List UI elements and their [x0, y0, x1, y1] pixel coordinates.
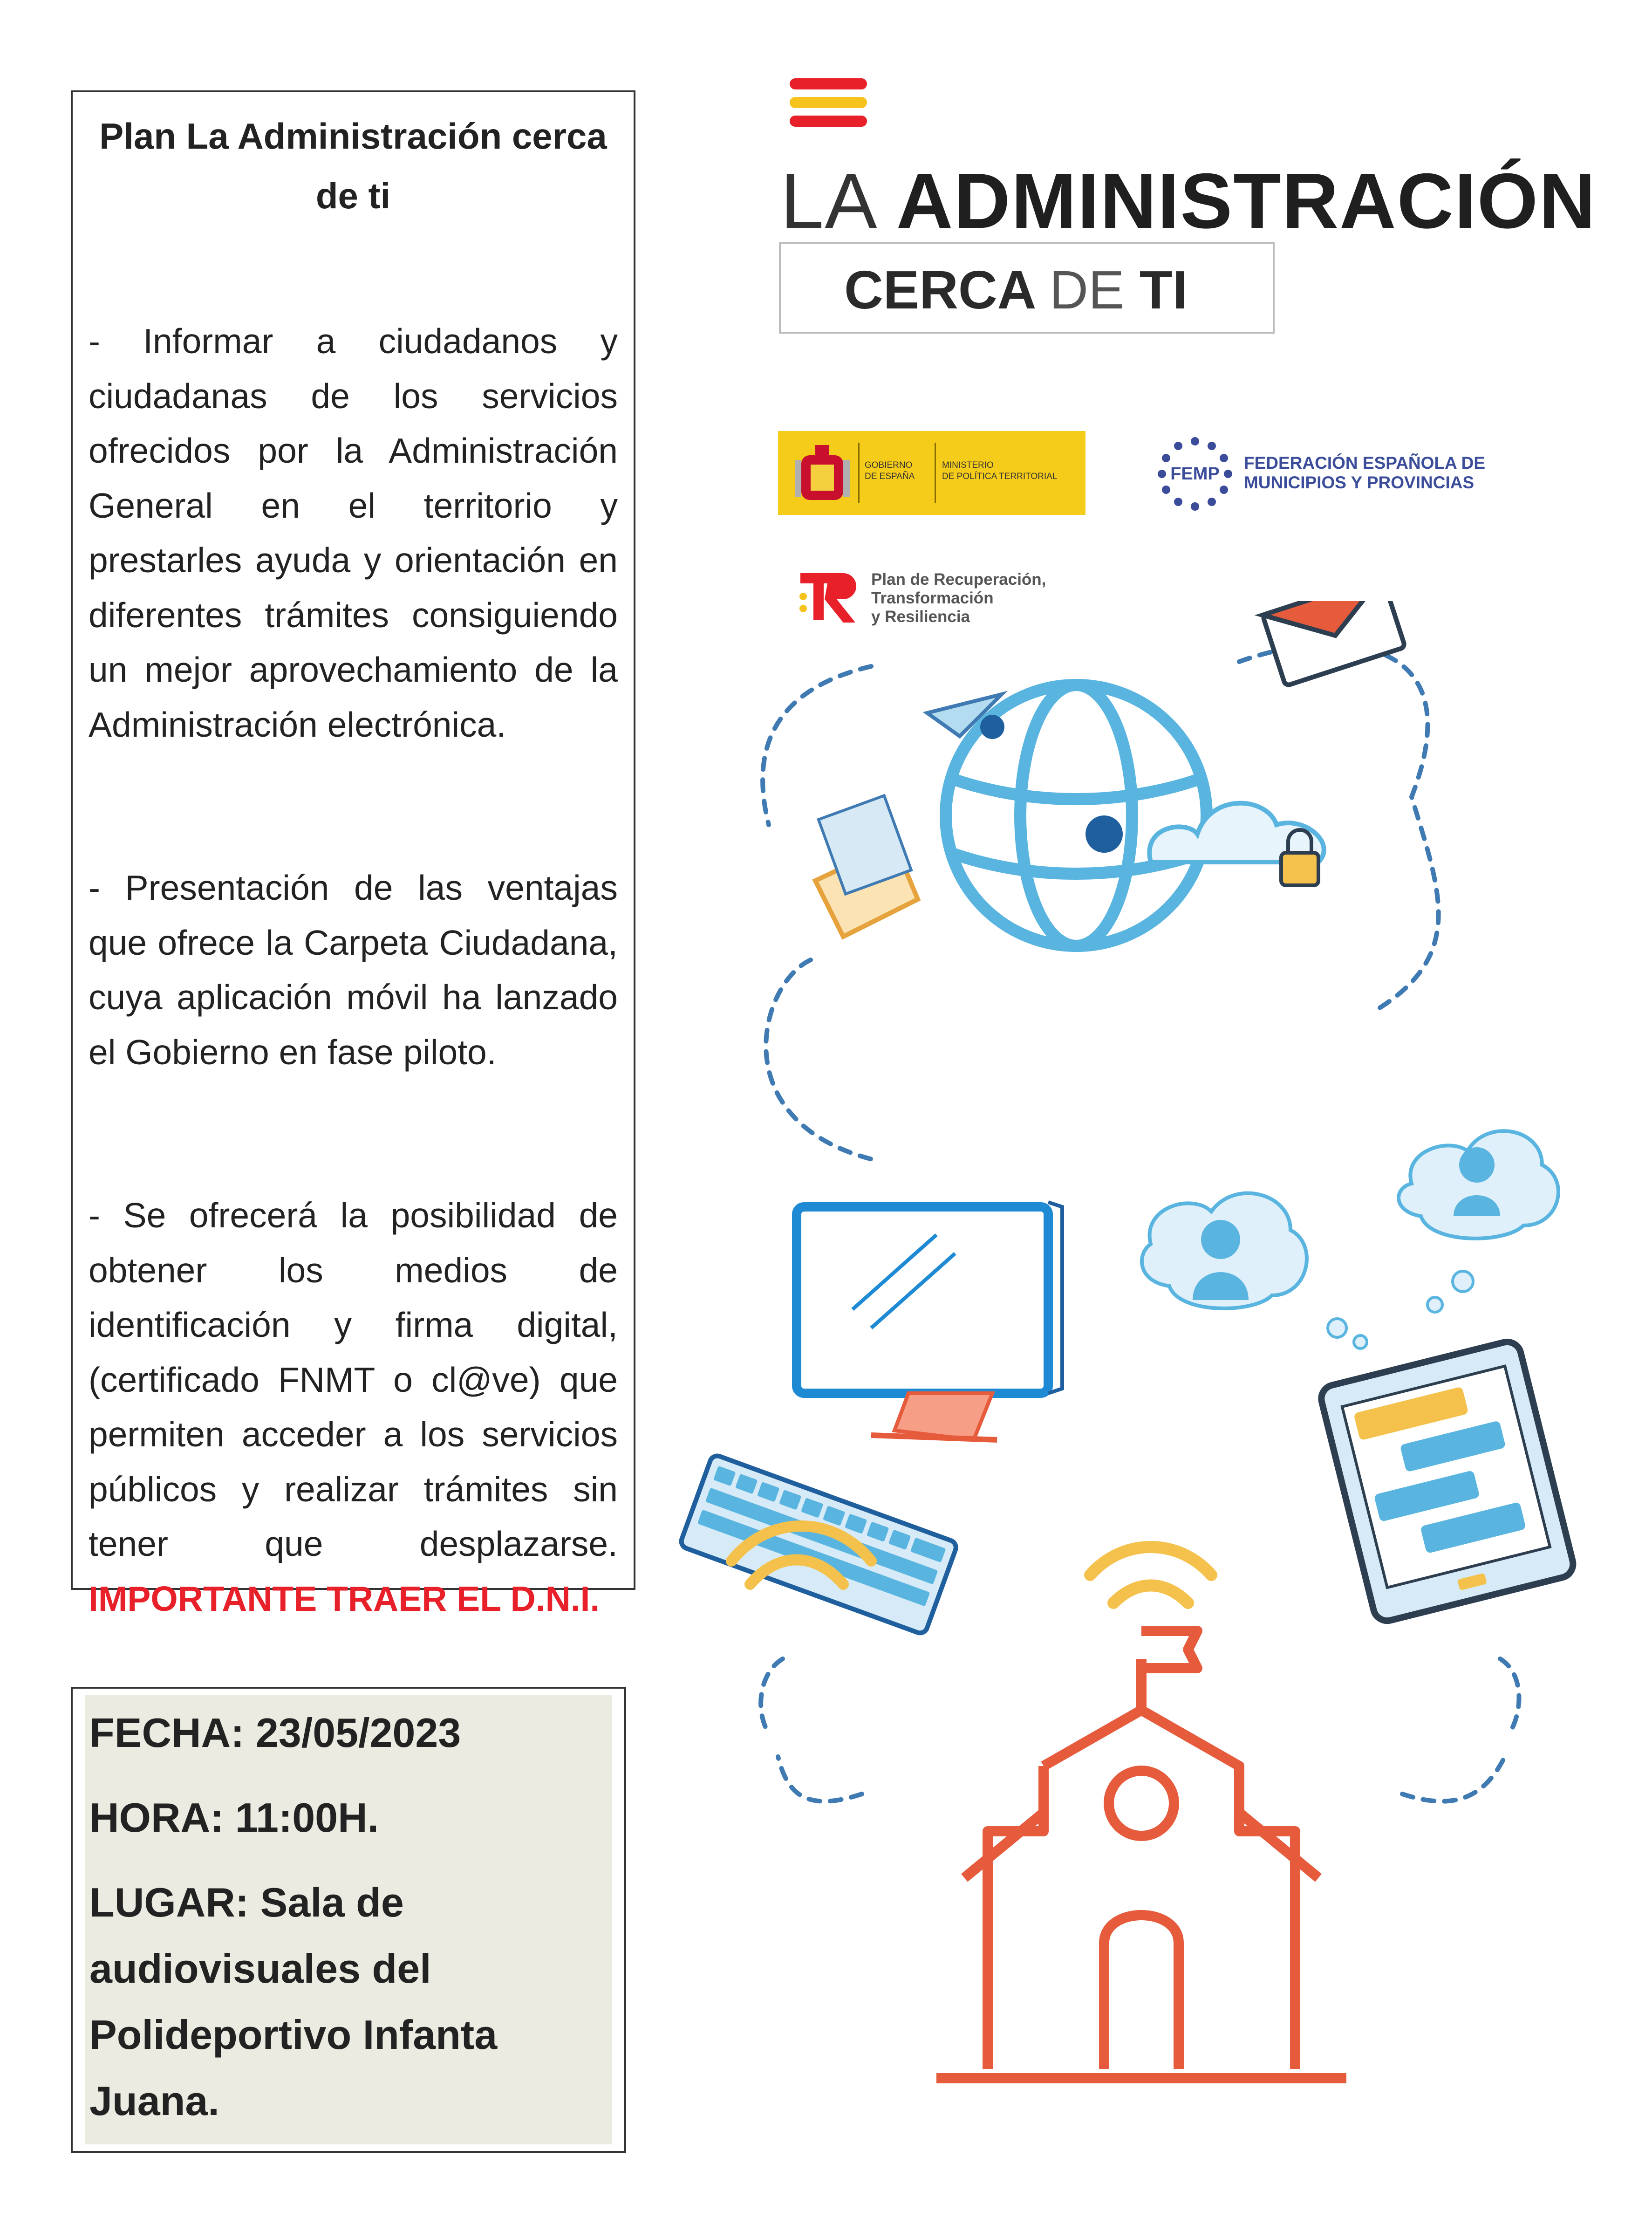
- logo-subtitle: [779, 242, 1275, 334]
- ministerio-text: MINISTERIO DE POLÍTICA TERRITORIAL: [942, 460, 1058, 481]
- monitor-icon: [797, 1202, 1062, 1440]
- eu-stars-icon: [1151, 431, 1239, 515]
- event-place: LUGAR: Sala de audiovisuales del Polideportivo Infanta Juana.: [89, 1879, 498, 2124]
- info-paragraph-2: - Presentación de las ventajas que ofrece la Carpeta Ciudadana, cuya aplicación móvil ha lanzado el Gobierno en fase piloto.: [89, 868, 618, 1072]
- building-icon: [936, 1631, 1346, 2078]
- info-box: [71, 90, 635, 1618]
- logo-administracion: ADMINISTRACIÓN: [896, 157, 1597, 245]
- globe-icon: [946, 685, 1207, 946]
- event-box: [71, 1687, 626, 2153]
- spain-flag-icon: [790, 78, 867, 130]
- keyboard-icon: [679, 1454, 958, 1635]
- event-box-inner: [85, 1695, 612, 2144]
- thought-dots: [1328, 1271, 1473, 1349]
- envelope-icon: [1263, 601, 1405, 686]
- logo-la: LA: [780, 157, 896, 245]
- digital-services-illustration: [676, 601, 1607, 2153]
- gobierno-logo: [778, 431, 1085, 515]
- femp-logo: [1151, 431, 1486, 515]
- wifi-icon: [1090, 1547, 1211, 1603]
- coat-of-arms-icon: [792, 441, 853, 505]
- info-paragraph-3: [89, 1188, 618, 1626]
- logo-ti: TI: [1124, 260, 1188, 320]
- info-title: Plan La Administración cerca de ti: [99, 116, 607, 216]
- chat-user-icon: [1142, 1193, 1307, 1308]
- chat-user-icon: [1399, 1131, 1558, 1239]
- tablet-chat-icon: [1318, 1339, 1576, 1624]
- open-envelope-icon: [815, 795, 918, 937]
- gobierno-text: GOBIERNO DE ESPAÑA: [865, 460, 915, 481]
- logo-title: [780, 156, 1597, 246]
- important-notice: IMPORTANTE TRAER EL D.N.I.: [89, 1579, 600, 1618]
- event-date: FECHA: 23/05/2023: [89, 1710, 461, 1756]
- prtr-text: Plan de Recuperación, Transformación y Resiliencia: [871, 570, 1046, 626]
- info-paragraph-3-text: - Se ofrecerá la posibilidad de obtener los medios de identificación y firma digital, (certificado FNMT o cl@ve) que permiten acceder a los servicios públicos y realizar trámites sin tener que desplazarse.: [89, 1196, 618, 1563]
- event-time: HORA: 11:00H.: [89, 1794, 379, 1841]
- cloud-lock-icon: [1149, 803, 1324, 885]
- femp-badge: FEMP: [1170, 464, 1220, 484]
- info-paragraph-1: - Informar a ciudadanos y ciudadanas de los servicios ofrecidos por la Administración General en el territorio y prestarles ayuda y orientación en diferentes trámites consiguiendo un mejor aprovechamiento de la Administración electrónica.: [89, 322, 618, 744]
- logo-cerca: CERCA: [844, 260, 1050, 320]
- logo-de: DE: [1049, 260, 1125, 320]
- femp-text: FEDERACIÓN ESPAÑOLA DE MUNICIPIOS Y PROVINCIAS: [1244, 453, 1486, 492]
